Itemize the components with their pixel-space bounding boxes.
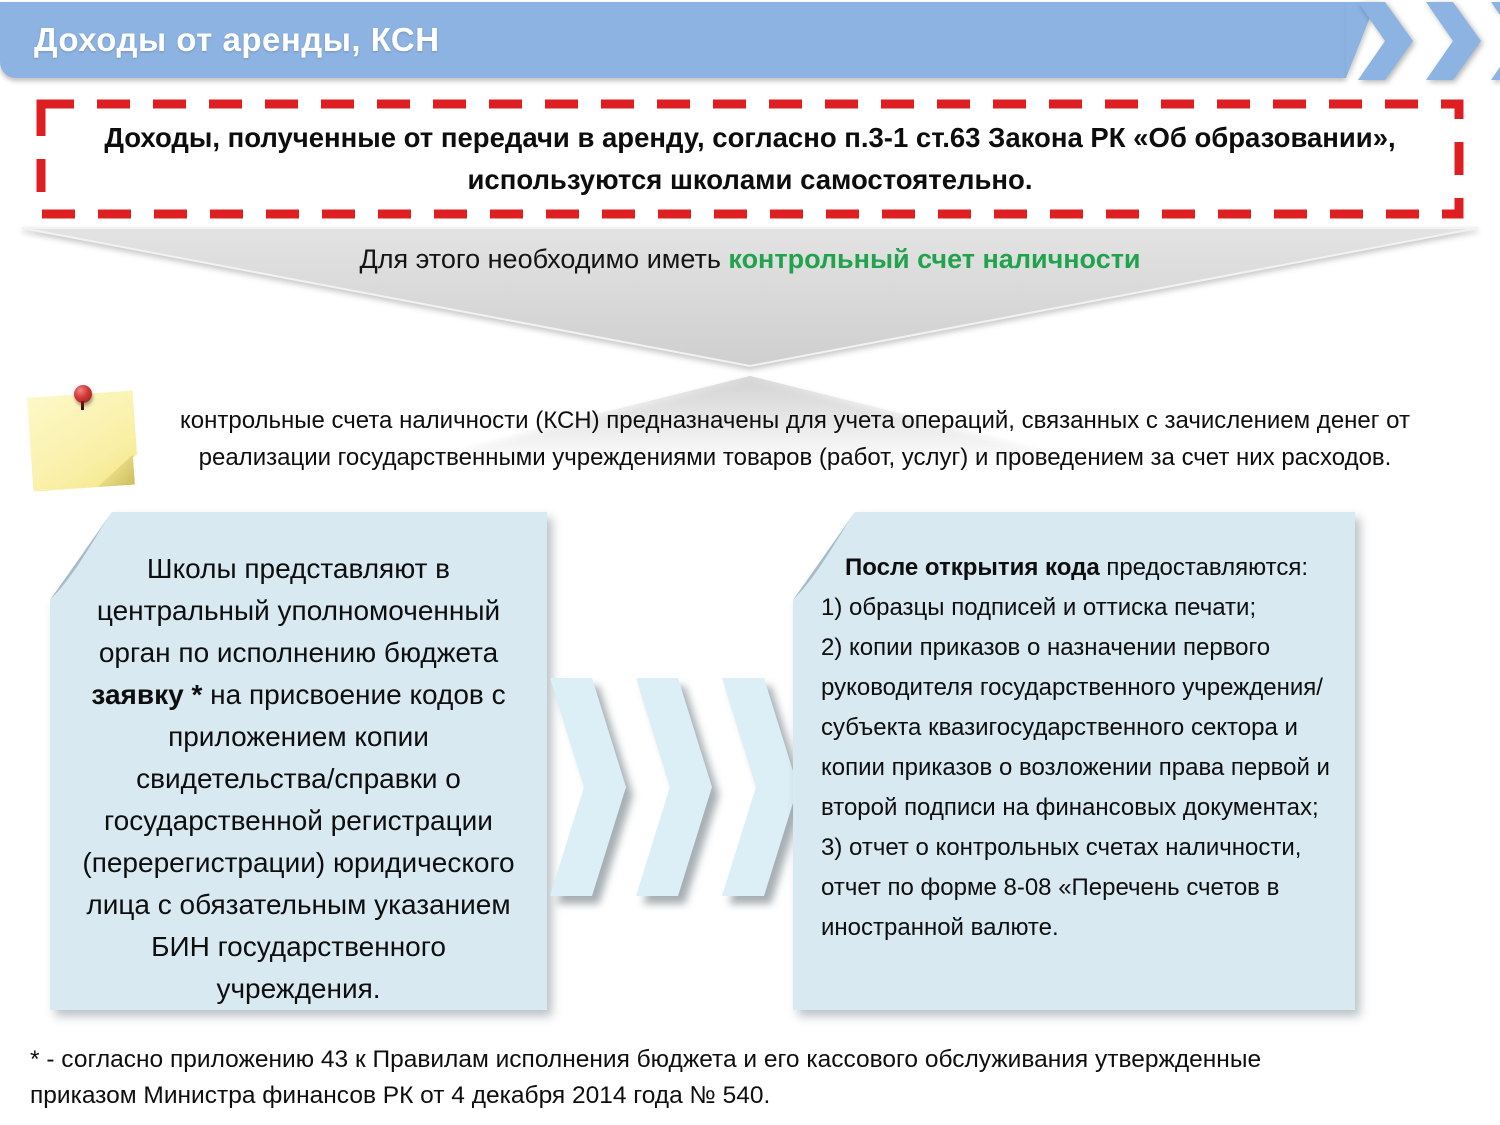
chevron-shape: [1491, 2, 1500, 80]
banner-text: [35, 98, 1465, 220]
chevron-shape: [550, 678, 626, 896]
header-chevrons-icon: [1358, 2, 1500, 80]
left-box-lead: Школы представляют в центральный уполномоченный орган по исполнению бюджета: [96, 553, 501, 668]
right-box-intro-rest: предоставляются:: [1099, 554, 1308, 581]
slide-header: [0, 2, 1346, 78]
chevron-shape: [636, 678, 712, 896]
sticky-note-icon: [30, 394, 136, 488]
right-process-box: [793, 512, 1355, 1010]
chevron-shape: [1426, 2, 1481, 80]
footnote-line: * - согласно приложению 43 к Правилам исполнения бюджета и его кассового обслуживания утвержденные: [30, 1046, 1262, 1073]
right-box-items: [821, 588, 1335, 948]
highlight-banner: [35, 98, 1465, 220]
right-box-item: 1) образцы подписей и оттиска печати;: [821, 594, 1257, 621]
banner-line: Доходы, полученные от передачи в аренду, согласно п.3-1 ст.63 Закона РК «Об образовании»,: [104, 122, 1396, 153]
right-box-text: [793, 512, 1355, 1010]
chevron-shape: [1358, 2, 1413, 80]
left-box-bold: заявку *: [91, 679, 203, 710]
note-line: контрольные счета наличности (КСН) предназначены для учета операций, связанных с зачислением денег от: [179, 407, 1410, 434]
left-box-text: [50, 512, 547, 1010]
left-box-rest: на присвоение кодов с приложением копии свидетельства/справки о государственной регистрации (перерегистрации) юридического лица с обязательным указанием БИН государственного учреждения.: [82, 679, 515, 1004]
push-pin-icon: [74, 385, 92, 403]
right-box-item: 2) копии приказов о назначении первого руководителя государственного учреждения/субъекта квазигосударственного сектора и копии приказов о возложении права первой и второй подписи на финансовых документах;: [821, 634, 1330, 821]
right-box-intro-bold: После открытия кода: [845, 554, 1100, 581]
right-box-intro: [821, 548, 1335, 588]
footnote: [30, 1042, 1330, 1114]
funnel-caption: [0, 242, 1500, 276]
note-line: реализации государственными учреждениями товаров (работ, услуг) и проведением за счет них расходов.: [198, 444, 1392, 471]
page-title: Доходы от аренды, КСН: [34, 21, 440, 58]
left-process-box: [50, 512, 547, 1010]
footnote-line: приказом Министра финансов РК от 4 декабря 2014 года № 540.: [30, 1082, 771, 1109]
banner-line: используются школами самостоятельно.: [467, 164, 1033, 195]
funnel-caption-green: контрольный счет наличности: [728, 244, 1141, 274]
chevron-shape: [722, 678, 798, 896]
ksn-definition-text: [150, 402, 1440, 476]
right-box-item: 3) отчет о контрольных счетах наличности, отчет по форме 8-08 «Перечень счетов в иностранной валюте.: [821, 834, 1302, 941]
flow-arrows-icon: [550, 678, 798, 896]
funnel-caption-black: Для этого необходимо иметь: [359, 244, 729, 274]
